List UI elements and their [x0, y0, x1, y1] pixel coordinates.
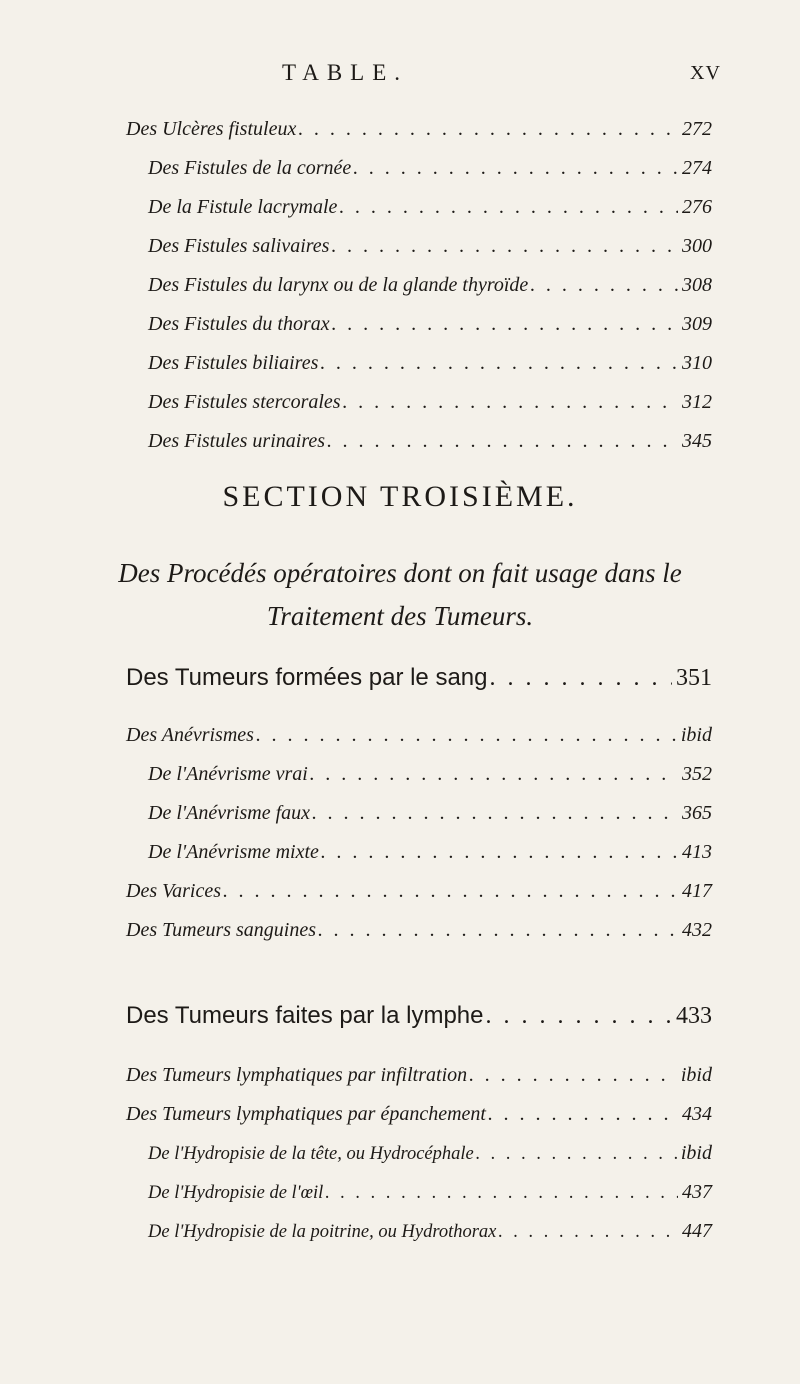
toc-entry: Des Fistules urinaires . . . 345 — [148, 430, 712, 453]
toc-entry: De l'Anévrisme faux . . . 365 — [148, 802, 712, 825]
section-subtitle-line2: Traitement des Tumeurs. — [266, 601, 534, 631]
running-title: TABLE. — [282, 60, 409, 85]
toc-entry: Des Varices . . . 417 — [126, 880, 712, 903]
page-number: XV — [690, 62, 721, 84]
page-header — [0, 60, 800, 100]
toc-entry: Des Fistules du larynx ou de la glande thyroïde . . . 308 — [148, 274, 712, 297]
toc-entry: Des Fistules de la cornée . . . 274 — [148, 157, 712, 180]
toc-entry: De l'Anévrisme mixte . . . 413 — [148, 841, 712, 864]
toc-entry: Des Fistules du thorax . . . 309 — [148, 313, 712, 336]
toc-entry: Des Tumeurs lymphatiques par épanchement . . . 434 — [126, 1103, 712, 1126]
toc-entry: De la Fistule lacrymale . . . 276 — [148, 196, 712, 219]
section-subtitle-line1: Des Procédés opératoires dont on fait usage dans le — [118, 558, 682, 588]
toc-entry: De l'Hydropisie de l'œil . . . 437 — [148, 1181, 712, 1204]
toc-entry: De l'Hydropisie de la poitrine, ou Hydrothorax . . . 447 — [148, 1220, 712, 1243]
toc-entry: Des Tumeurs sanguines . . . 432 — [126, 919, 712, 942]
group-heading: Des Tumeurs faites par la lymphe . . . 433 — [126, 1002, 712, 1030]
toc-entry: Des Fistules salivaires . . . 300 — [148, 235, 712, 258]
toc-entry: Des Fistules stercorales . . . 312 — [148, 391, 712, 414]
toc-entry: Des Ulcères fistuleux . . . 272 — [126, 118, 712, 141]
toc-entry: De l'Hydropisie de la tête, ou Hydrocéphale . . . ibid — [148, 1142, 712, 1165]
group-heading: Des Tumeurs formées par le sang . . . 351 — [126, 664, 712, 692]
toc-entry: Des Fistules biliaires . . . 310 — [148, 352, 712, 375]
toc-entry: Des Tumeurs lymphatiques par infiltration . . . ibid — [126, 1064, 712, 1087]
section-heading: SECTION TROISIÈME. — [222, 480, 578, 513]
toc-entry: Des Anévrismes . . . ibid — [126, 724, 712, 747]
toc-entry: De l'Anévrisme vrai . . . 352 — [148, 763, 712, 786]
